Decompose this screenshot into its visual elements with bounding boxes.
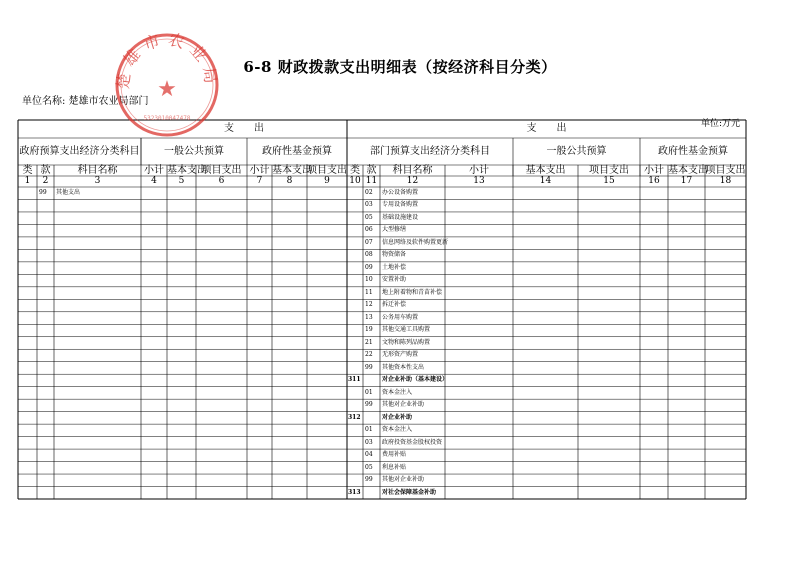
right-row-kuan xyxy=(365,487,380,499)
right-row-kuan: 02 xyxy=(365,189,373,196)
svg-text:★: ★ xyxy=(157,77,177,102)
right-col-number: 12 xyxy=(406,176,419,186)
right-row-kuan: 04 xyxy=(365,451,373,459)
right-row-name: 公务用车购置 xyxy=(382,313,419,321)
right-row-name: 安置补助 xyxy=(382,276,407,284)
right-row-kuan: 10 xyxy=(365,276,373,284)
left-col-header: 类 xyxy=(22,165,33,176)
unit-label: 单位:万元 xyxy=(700,119,740,129)
right-col-number: 11 xyxy=(365,176,378,186)
right-row-kuan: 03 xyxy=(365,201,373,209)
right-row-name: 对社会保障基金补助 xyxy=(382,488,437,496)
right-row-name: 办公设备购置 xyxy=(382,189,419,196)
right-col-header: 小计 xyxy=(644,165,664,176)
right-row-name: 专用设备购置 xyxy=(382,201,419,209)
right-header-expense: 支 出 xyxy=(526,123,567,134)
left-col-header: 基本支出 xyxy=(272,165,312,176)
right-row-kuan: 99 xyxy=(365,476,373,484)
right-col-header: 类 xyxy=(350,165,360,176)
svg-text:5323010047478: 5323010047478 xyxy=(143,115,191,122)
right-row-name: 拆迁补偿 xyxy=(382,301,407,309)
right-row-kuan: 22 xyxy=(365,351,373,359)
right-header-general: 一般公共预算 xyxy=(546,146,607,157)
right-row-lei: 312 xyxy=(348,413,361,421)
right-row-name: 其他对企业补助 xyxy=(382,476,425,484)
right-row-name: 物资储备 xyxy=(382,251,407,259)
left-col-header: 项目支出 xyxy=(201,165,242,176)
left-header-general: 一般公共预算 xyxy=(164,146,224,157)
right-row-name: 资本金注入 xyxy=(382,426,413,434)
right-row-name: 对企业补助 xyxy=(382,413,413,421)
right-row-name: 其他资本性支出 xyxy=(382,363,425,371)
left-col-number: 1 xyxy=(24,176,31,186)
right-col-header: 项目支出 xyxy=(589,165,629,176)
right-row-name: 费用补贴 xyxy=(382,451,407,459)
page-title: 6-8 财政拨款支出明细表（按经济科目分类） xyxy=(243,58,557,76)
right-col-header: 小计 xyxy=(469,165,489,176)
left-col-header: 款 xyxy=(40,165,51,176)
right-row-kuan: 01 xyxy=(365,426,373,434)
left-col-number: 8 xyxy=(286,176,293,186)
left-header-econ: 政府预算支出经济分类科目 xyxy=(19,146,140,157)
right-col-header: 基本支出 xyxy=(668,165,708,176)
right-row-kuan: 05 xyxy=(365,213,373,221)
right-row-kuan: 08 xyxy=(365,251,373,259)
right-row-lei: 311 xyxy=(348,376,361,384)
left-col-header: 科目名称 xyxy=(77,165,118,176)
left-col-number: 6 xyxy=(218,176,225,186)
left-header-fund: 政府性基金预算 xyxy=(262,146,332,157)
right-row-name: 政府投资基金股权投资 xyxy=(382,438,443,446)
left-col-number: 2 xyxy=(42,176,49,186)
right-col-number: 17 xyxy=(680,176,693,186)
right-row-kuan: 05 xyxy=(365,463,373,471)
right-row-kuan xyxy=(365,412,380,424)
right-row-name: 地上附着物和青苗补偿 xyxy=(382,288,443,296)
right-row-kuan xyxy=(365,374,380,386)
right-row-kuan: 99 xyxy=(365,363,373,371)
official-seal xyxy=(112,30,222,140)
right-col-number: 18 xyxy=(719,176,732,186)
right-col-header: 款 xyxy=(366,165,377,176)
right-row-name: 大型修缮 xyxy=(382,226,407,234)
right-row-name: 无形资产购置 xyxy=(382,351,419,359)
left-col-number: 5 xyxy=(178,176,185,186)
right-row-lei: 313 xyxy=(348,488,361,496)
right-row-name: 资本金注入 xyxy=(382,388,413,396)
right-row-name: 利息补贴 xyxy=(382,463,407,471)
left-col-header: 小计 xyxy=(144,165,164,176)
right-row-name: 土地补偿 xyxy=(382,263,407,271)
right-row-name: 基础设施建设 xyxy=(382,213,419,221)
right-row-kuan: 06 xyxy=(365,226,373,234)
right-col-number: 14 xyxy=(539,176,552,186)
left-header-expense: 支 出 xyxy=(224,123,264,134)
right-col-number: 15 xyxy=(603,176,615,186)
right-col-header: 科目名称 xyxy=(392,165,433,176)
right-row-name: 对企业补助（基本建设） xyxy=(382,376,449,384)
right-row-kuan: 12 xyxy=(365,301,373,309)
left-row-name: 其他支出 xyxy=(56,189,81,196)
right-col-number: 10 xyxy=(349,176,361,186)
right-row-kuan: 03 xyxy=(365,438,373,446)
left-col-number: 4 xyxy=(151,176,157,186)
right-row-name: 其他交通工具购置 xyxy=(382,326,431,334)
right-row-kuan: 19 xyxy=(365,326,373,334)
right-col-header: 基本支出 xyxy=(525,165,566,176)
left-col-number: 9 xyxy=(324,176,330,186)
right-row-name: 其他对企业补助 xyxy=(382,401,425,409)
right-col-number: 16 xyxy=(648,176,660,186)
left-col-header: 基本支出 xyxy=(167,165,207,176)
right-col-number: 13 xyxy=(473,176,485,186)
unit-name: 单位名称: 楚雄市农业局部门 xyxy=(22,96,149,107)
right-row-kuan: 21 xyxy=(365,338,373,346)
right-row-kuan: 99 xyxy=(365,401,373,409)
right-row-kuan: 11 xyxy=(365,288,373,296)
left-col-number: 3 xyxy=(94,176,101,186)
right-row-kuan: 07 xyxy=(365,238,373,246)
right-row-kuan: 01 xyxy=(365,388,373,396)
right-row-kuan: 13 xyxy=(365,313,373,321)
right-row-name: 文物和陈列品购置 xyxy=(382,338,431,346)
left-row-kuan: 99 xyxy=(39,189,47,196)
left-col-header: 小计 xyxy=(249,165,270,176)
left-col-number: 7 xyxy=(256,176,263,186)
right-header-fund: 政府性基金预算 xyxy=(658,146,728,157)
right-header-econ: 部门预算支出经济分类科目 xyxy=(370,146,490,157)
right-col-header: 项目支出 xyxy=(705,165,746,176)
right-row-name: 信息网络及软件购置更新 xyxy=(382,238,449,246)
right-row-kuan: 09 xyxy=(365,263,373,271)
svg-text:楚雄市农业局: 楚雄市农业局 xyxy=(113,30,221,91)
left-col-header: 项目支出 xyxy=(307,165,347,176)
